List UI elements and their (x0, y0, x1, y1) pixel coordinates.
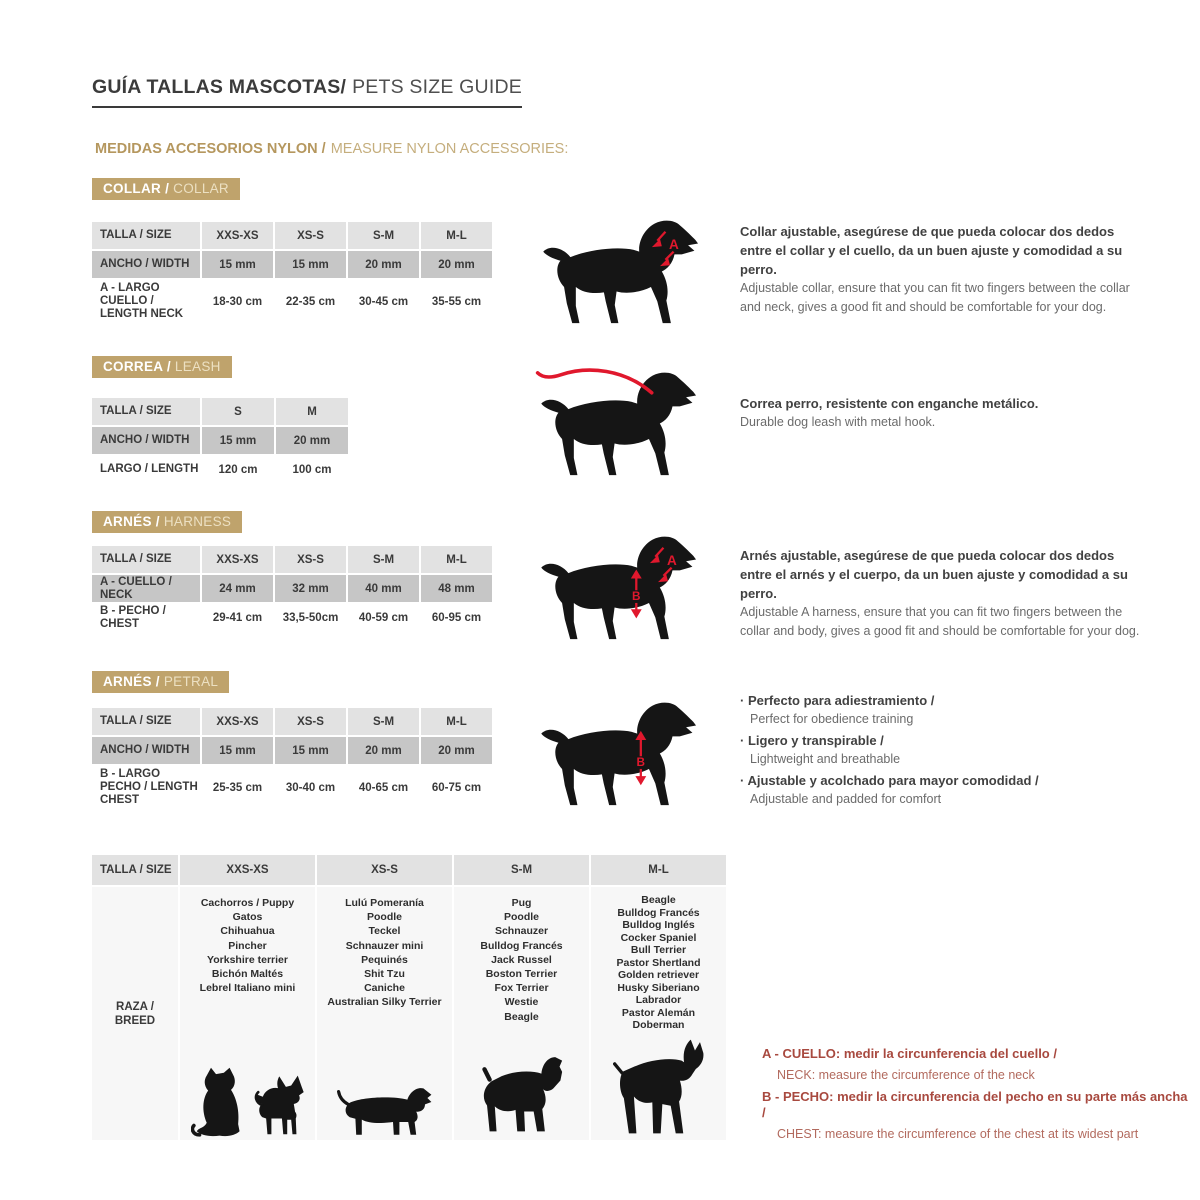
harness-neck-value: 40 mm (348, 575, 419, 602)
harness-desc-es: Arnés ajustable, asegúrese de que pueda colocar dos dedos entre el arnés y el cuerpo, da un buen ajuste y comodidad a su perro. (740, 548, 1128, 601)
petral-bullet-es: Perfecto para adiestramiento / (747, 693, 935, 708)
page-title (92, 76, 522, 108)
breed-item: Bichón Maltés (211, 968, 284, 981)
petral-letter-b: B (636, 756, 646, 770)
petral-bullet (740, 692, 1160, 728)
petral-badge-es: ARNÉS / (103, 674, 160, 689)
collar-desc-en: Adjustable collar, ensure that you can fit two fingers between the collar and neck, gives a good fit and should be comfortable for your dog. (740, 281, 1130, 314)
breed-item: Lebrel Italiano mini (199, 982, 296, 995)
breed-item: Yorkshire terrier (207, 953, 288, 966)
breed-cell-s-m (454, 887, 589, 1140)
note-neck-en: NECK: measure the circumference of the neck (777, 1068, 1035, 1082)
leash-desc-es: Correa perro, resistente con enganche metálico. (740, 396, 1039, 411)
breed-item: Labrador (635, 994, 682, 1006)
breed-col-header: M-L (591, 855, 726, 885)
breed-item: Doberman (632, 1019, 685, 1031)
harness-badge-en: HARNESS (163, 514, 232, 529)
petral-size-table (92, 708, 492, 809)
collar-desc-es: Collar ajustable, asegúrese de que pueda colocar dos dedos entre el collar y el cuello, da un buen ajuste y comodidad a su perro. (740, 224, 1123, 277)
petral-chest-value: 25-35 cm (202, 766, 273, 809)
breed-item: Jack Russel (491, 953, 552, 966)
petral-bullet-es: Ligero y transpirable / (747, 733, 884, 748)
harness-col-header: S-M (348, 546, 419, 573)
collar-size-table (92, 222, 492, 323)
harness-description (740, 546, 1144, 641)
harness-badge (92, 511, 242, 533)
dog-collar-illustration-icon (536, 210, 708, 328)
collar-badge-es: COLLAR / (103, 181, 170, 196)
breed-item: Chihuahua (220, 925, 275, 938)
collar-width-label: ANCHO / WIDTH (92, 251, 200, 278)
leash-desc-en: Durable dog leash with metal hook. (740, 415, 936, 429)
leash-col-header: TALLA / SIZE (92, 398, 200, 425)
petral-width-value: 20 mm (348, 737, 419, 764)
harness-neck-label: A - CUELLO / NECK (92, 575, 200, 602)
breed-item: Gatos (232, 911, 263, 924)
petral-bullet (740, 772, 1160, 808)
leash-line (538, 370, 652, 393)
petral-badge-en: PETRAL (163, 674, 219, 689)
breed-item: Poodle (503, 911, 539, 924)
harness-col-header: TALLA / SIZE (92, 546, 200, 573)
breed-col-header: XXS-XS (180, 855, 315, 885)
page-title-en: PETS SIZE GUIDE (352, 76, 522, 98)
breed-item: Caniche (364, 982, 405, 995)
breed-item: Lulú Pomeranía (345, 897, 424, 909)
breed-list-xxs-xs (180, 887, 315, 995)
breed-item: Australian Silky Terrier (327, 996, 442, 1009)
petral-col-header: M-L (421, 708, 492, 735)
breed-col-header: TALLA / SIZE (92, 855, 178, 885)
breed-row-label: RAZA / BREED (92, 887, 178, 1140)
petral-badge (92, 671, 229, 693)
leash-length-value: 100 cm (276, 456, 348, 483)
collar-badge (92, 178, 240, 200)
breed-col-header: XS-S (317, 855, 452, 885)
collar-neck-value: 18-30 cm (202, 280, 273, 323)
dog-petral-illustration-icon (534, 692, 706, 810)
breed-size-table (92, 855, 726, 1140)
collar-width-value: 20 mm (348, 251, 419, 278)
harness-col-header: XXS-XS (202, 546, 273, 573)
collar-width-value: 15 mm (275, 251, 346, 278)
petral-bullet-es: Ajustable y acolchado para mayor comodidad / (747, 773, 1039, 788)
leash-width-value: 15 mm (202, 427, 274, 454)
leash-badge-es: CORREA / (103, 359, 171, 374)
breed-item: Schnauzer (494, 925, 549, 938)
note-chest-es: B - PECHO: medir la circunferencia del pecho en su parte más ancha / (762, 1089, 1188, 1120)
petral-col-header: XS-S (275, 708, 346, 735)
silhouettes-s-m (454, 1052, 589, 1138)
bullet-dot: · (740, 773, 748, 788)
breed-item: Bull Terrier (630, 944, 687, 956)
leash-width-label: ANCHO / WIDTH (92, 427, 200, 454)
petral-bullet-en: Lightweight and breathable (750, 752, 901, 766)
breed-item: Golden retriever (617, 969, 700, 981)
breed-item: Cocker Spaniel (620, 931, 697, 944)
note-neck-es: A - CUELLO: medir la circunferencia del cuello / (762, 1046, 1057, 1061)
breed-item: Husky Siberiano (617, 981, 700, 994)
petral-col-header: TALLA / SIZE (92, 708, 200, 735)
collar-letter-a: A (669, 236, 679, 252)
leash-badge (92, 356, 232, 378)
breed-item: Bulldog Inglés (622, 919, 695, 931)
breed-item: Poodle (366, 911, 402, 924)
measurement-notes (762, 1046, 1192, 1148)
silhouettes-xxs-xs (180, 1067, 315, 1138)
harness-col-header: XS-S (275, 546, 346, 573)
breed-item: Boston Terrier (485, 968, 558, 981)
harness-chest-value: 60-95 cm (421, 604, 492, 631)
doberman-silhouette-icon (613, 1038, 705, 1138)
collar-neck-label: A - LARGO CUELLO / LENGTH NECK (92, 280, 200, 323)
leash-badge-en: LEASH (174, 359, 221, 374)
petral-bullet-en: Perfect for obedience training (750, 712, 914, 726)
breed-cell-m-l (591, 887, 726, 1140)
petral-width-value: 15 mm (202, 737, 273, 764)
leash-length-label: LARGO / LENGTH (92, 456, 200, 483)
leash-width-value: 20 mm (276, 427, 348, 454)
cat-silhouette-icon (191, 1067, 241, 1138)
collar-width-value: 20 mm (421, 251, 492, 278)
harness-chest-value: 40-59 cm (348, 604, 419, 631)
collar-width-value: 15 mm (202, 251, 273, 278)
breed-item: Pequinés (361, 953, 408, 966)
breed-list-s-m (454, 887, 589, 1024)
harness-chest-value: 29-41 cm (202, 604, 273, 631)
page-title-es: GUÍA TALLAS MASCOTAS/ (92, 76, 347, 98)
collar-col-header: S-M (348, 222, 419, 249)
harness-desc-en: Adjustable A harness, ensure that you can fit two fingers between the collar and body, gives a good fit and should be comfortable for your dog. (740, 605, 1140, 638)
breed-col-header: S-M (454, 855, 589, 885)
leash-col-header: S (202, 398, 274, 425)
breed-item: Schnauzer mini (345, 939, 424, 952)
harness-neck-value: 24 mm (202, 575, 273, 602)
harness-neck-value: 48 mm (421, 575, 492, 602)
leash-size-table (92, 398, 348, 483)
harness-letter-b: B (632, 590, 641, 604)
harness-badge-es: ARNÉS / (103, 514, 160, 529)
leash-description (740, 394, 1144, 432)
breed-item: Pug (511, 897, 532, 909)
breed-cell-xxs-xs (180, 887, 315, 1140)
chihuahua-silhouette-icon (249, 1075, 305, 1138)
petral-bullets (740, 692, 1160, 812)
dog-leash-illustration-icon (534, 362, 706, 480)
bullet-dot: · (740, 733, 748, 748)
petral-chest-value: 30-40 cm (275, 766, 346, 809)
petral-bullet-en: Adjustable and padded for comfort (750, 792, 942, 806)
leash-col-header: M (276, 398, 348, 425)
leash-length-value: 120 cm (202, 456, 274, 483)
harness-neck-value: 32 mm (275, 575, 346, 602)
breed-list-xs-s (317, 887, 452, 1010)
petral-col-header: S-M (348, 708, 419, 735)
petral-bullet (740, 732, 1160, 768)
petral-width-label: ANCHO / WIDTH (92, 737, 200, 764)
collar-description (740, 222, 1144, 317)
harness-letter-a: A (667, 552, 677, 568)
dog-harness-illustration-icon (534, 526, 706, 644)
breed-item: Pincher (228, 939, 267, 952)
breed-item: Westie (504, 996, 539, 1009)
dachshund-silhouette-icon (337, 1082, 433, 1138)
breed-item: Beagle (504, 1010, 539, 1023)
breed-item: Fox Terrier (494, 982, 549, 995)
silhouettes-m-l (591, 1038, 726, 1138)
breed-item: Cachorros / Puppy (200, 897, 295, 909)
petral-width-value: 15 mm (275, 737, 346, 764)
page-subtitle-es: MEDIDAS ACCESORIOS NYLON / (95, 141, 326, 157)
breed-item: Shit Tzu (364, 968, 405, 981)
collar-neck-value: 30-45 cm (348, 280, 419, 323)
breed-item: Teckel (368, 925, 401, 938)
breed-item: Pastor Shertland (616, 956, 701, 969)
breed-item: Bulldog Francés (617, 906, 700, 919)
petral-chest-label: B - LARGO PECHO / LENGTH CHEST (92, 766, 200, 809)
collar-col-header: TALLA / SIZE (92, 222, 200, 249)
note-chest-en: CHEST: measure the circumference of the chest at its widest part (777, 1127, 1139, 1141)
collar-badge-en: COLLAR (173, 181, 229, 196)
collar-col-header: M-L (421, 222, 492, 249)
breed-cell-xs-s (317, 887, 452, 1140)
schnauzer-silhouette-icon (481, 1052, 563, 1138)
collar-col-header: XXS-XS (202, 222, 273, 249)
harness-size-table (92, 546, 492, 631)
breed-list-m-l (591, 887, 726, 1032)
harness-col-header: M-L (421, 546, 492, 573)
petral-width-value: 20 mm (421, 737, 492, 764)
breed-item: Beagle (641, 894, 676, 906)
harness-chest-value: 33,5-50cm (275, 604, 346, 631)
collar-col-header: XS-S (275, 222, 346, 249)
collar-neck-value: 35-55 cm (421, 280, 492, 323)
petral-col-header: XXS-XS (202, 708, 273, 735)
petral-chest-value: 60-75 cm (421, 766, 492, 809)
page-subtitle-en: MEASURE NYLON ACCESSORIES: (330, 141, 569, 157)
petral-chest-value: 40-65 cm (348, 766, 419, 809)
bullet-dot: · (740, 693, 748, 708)
collar-neck-value: 22-35 cm (275, 280, 346, 323)
harness-chest-label: B - PECHO / CHEST (92, 604, 200, 631)
breed-item: Bulldog Francés (480, 939, 563, 952)
page-subtitle (95, 141, 568, 157)
breed-item: Pastor Alemán (621, 1006, 696, 1019)
silhouettes-xs-s (317, 1082, 452, 1138)
